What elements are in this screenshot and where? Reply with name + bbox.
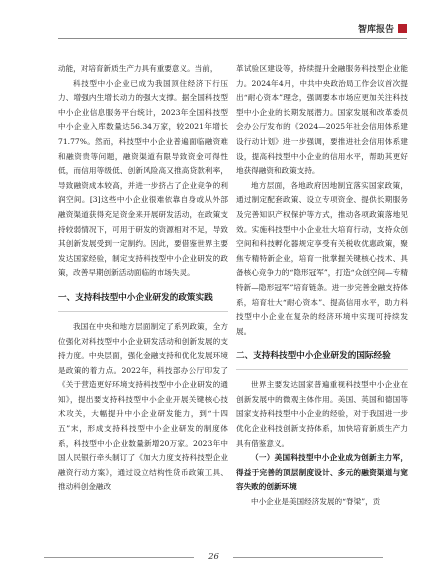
footer-rule-left [44,557,194,558]
section-heading: 二、支持科技型中小企业研发的国际经验 [236,349,408,370]
paragraph: 科技型中小企业已成为我国顶住经济下行压力、增强内生增长动力的强大支撑。据全国科技型中小企业信息服务平台统计，2023年全国科技型中小企业入库数量达56.34万家，较2021年增长71.77%。然而，科技型中小企业普遍面临融资难和融资贵等问题，融资渠道有限导致资金可得性低，而信用等级低、创新风险高又推高贷款利率，导致融资成本较高，并进一步挤占了企业竞争的利润空间。[3]这些中小企业很难依靠自身或从外部融资渠道获得充足资金来开展研发活动，在政策支持较弱情况下，可用于研发的资源相对不足，导致其创新发展受到一定制约。因此，要借鉴世界主要发达国家经验，制定支持科技型中小企业研发的政策，改善早期创新活动面临的市场失灵。 [58,78,228,278]
header-divider [58,38,407,39]
paragraph: 世界主要发达国家普遍重视科技型中小企业在创新发展中的微观主体作用。美国、英国和德国等国家支持科技型中小企业的经验，对于我国进一步优化企业科技创新支持体系，加快培育新质生产力具有借鉴意义。 [236,380,408,448]
paragraph: 动能，对培育新质生产力具有重要意义。当前， [58,64,218,73]
page-number: 26 [208,552,219,562]
right-column [236,62,408,510]
paragraph: 中小企业是美国经济发展的“脊梁”，贡 [251,497,381,507]
page-footer [0,552,427,562]
section-tag-label: 智库报告 [357,25,394,35]
section-tag [358,22,407,35]
paragraph: 地方层面，各地政府因地制宜落实国家政策，通过制定配套政策、设立专项资金、提供长期服务及完善知识产权保护等方式，推动各项政策落地见效。实施科技型中小企业壮大培育行动，支持众创空间和科技孵化器规定享受有关税收优惠政策，聚焦专精特新企业，培育一批掌握关键核心技术、具备核心竞争力的“隐形冠军”，打造“众创空间—专精特新—隐形冠军”培育链条。进一步完善金融支持体系，培育壮大“耐心资本”、提高信用水平，助力科技型中小企业在复杂的经济环境中实现可持续发展。 [236,180,408,336]
paragraph: 我国在中央和地方层面制定了系列政策，全方位强化对科技型中小企业研发活动和创新发展的支持力度。中央层面，强化金融支持和优化发展环境是政策的着力点。2022年，科技部办公厅印发了《关于营造更好环境支持科技型中小企业研发的通知》，提出要支持科技型中小企业开展关键核心技术攻关，大幅提升中小企业研发能力，到“十四五”末，形成支持科技型中小企业研发的制度体系，科技型中小企业数量新增20万家。2023年中国人民银行牵头制订了《加大力度支持科技型企业融资行动方案》，通过设立结构性货币政策工具、推动科创金融改 [58,321,228,492]
footer-rule-right [233,557,383,558]
paragraph: 革试验区建设等，持续提升金融服务科技型企业能力。2024年4月，中共中央政治局工作会议首次提出“耐心资本”理念，强调要本市场应更加关注科技型中小企业的长期发展潜力。国家发展和改革委员会办公厅发布的《2024—2025年社会信用体系建设行动计划》进一步强调，要推进社会信用体系建设，提高科技型中小企业的信用水平，帮助其更好地获得融资和政策支持。 [236,64,408,176]
section-tag-square [398,24,407,33]
section-heading: 一、支持科技型中小企业研发的政策实践 [58,291,228,312]
left-column [58,62,228,495]
subsection-heading: （一）美国科技型中小企业成为创新主力军，得益于完善的顶层制度设计、多元的融资渠道与宽容失败的创新环境 [236,453,408,492]
